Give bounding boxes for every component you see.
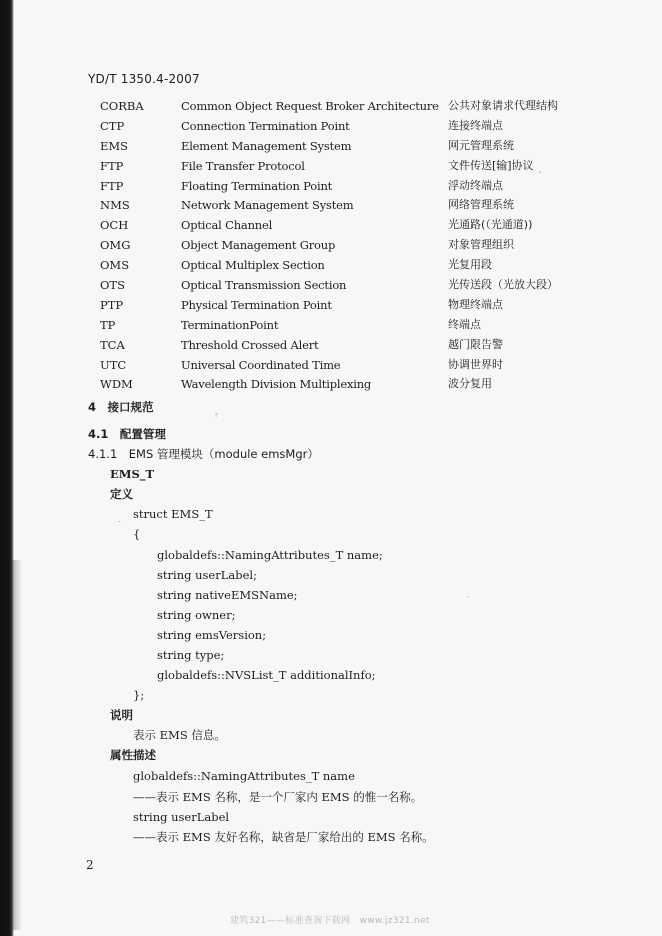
abbr-english: Common Object Request Broker Architecture — [181, 99, 439, 113]
abbr-chinese: 文件传送[输]协议 — [448, 158, 534, 172]
abbr-code: OMS — [100, 258, 130, 273]
abbreviation-row — [100, 256, 580, 276]
description-label: 说明 — [110, 708, 133, 722]
code-struct-decl: struct EMS_T — [133, 507, 213, 521]
abbr-code: TCA — [100, 337, 125, 352]
code-field: globaldefs::NVSList_T additionalInfo; — [157, 668, 376, 682]
scan-shadow — [12, 560, 22, 930]
page-number: 2 — [86, 858, 94, 872]
abbr-english: Element Management System — [181, 138, 352, 153]
abbr-code: FTP — [100, 178, 124, 193]
definition-label: 定义 — [110, 487, 133, 501]
abbr-chinese: 对象管理组织 — [448, 238, 514, 252]
watermark: 建筑321——标准查询下载网 www.jz321.net — [230, 916, 430, 926]
abbreviation-row — [100, 276, 580, 296]
abbr-chinese: 光复用段 — [448, 258, 492, 272]
abbreviation-row — [100, 336, 580, 356]
abbr-code: OCH — [100, 218, 129, 233]
abbr-english: Optical Transmission Section — [181, 278, 347, 293]
abbr-code: OTS — [100, 278, 125, 293]
abbr-english: Object Management Group — [181, 238, 336, 253]
code-field: string owner; — [157, 608, 236, 622]
code-field: string userLabel; — [157, 568, 257, 582]
abbreviation-row — [100, 216, 580, 236]
abbreviation-row — [100, 137, 580, 157]
attributes-label: 属性描述 — [110, 748, 156, 762]
description-text: 表示 EMS 信息。 — [133, 728, 226, 742]
abbreviation-row — [100, 375, 580, 395]
code-close-brace: }; — [133, 688, 145, 702]
abbr-english: Wavelength Division Multiplexing — [181, 377, 372, 392]
abbreviation-row — [100, 236, 580, 256]
abbr-code: OMG — [100, 238, 131, 253]
code-open-brace: { — [133, 527, 141, 541]
abbreviation-row — [100, 117, 580, 137]
abbr-code: UTC — [100, 357, 127, 372]
abbr-chinese: 终端点 — [448, 317, 481, 331]
abbr-code: NMS — [100, 198, 130, 213]
abbreviation-row — [100, 196, 580, 216]
abbr-english: File Transfer Protocol — [181, 158, 305, 173]
attribute-description: ——表示 EMS 名称，是一个厂家内 EMS 的惟一名称。 — [133, 790, 423, 804]
abbreviation-row — [100, 356, 580, 376]
struct-name: EMS_T — [110, 467, 155, 481]
abbr-chinese: 光通路(（光通道)) — [448, 218, 533, 232]
abbr-english: Universal Coordinated Time — [181, 357, 341, 372]
abbr-english: Optical Multiplex Section — [181, 258, 325, 273]
scan-speck: ˋ — [538, 172, 543, 183]
code-field: string type; — [157, 648, 225, 662]
abbr-chinese: 物理终端点 — [448, 297, 503, 311]
abbr-english: Optical Channel — [181, 218, 273, 233]
attribute-description: ——表示 EMS 友好名称，缺省是厂家给出的 EMS 名称。 — [133, 830, 434, 844]
document-id: YD/T 1350.4-2007 — [88, 72, 200, 86]
abbr-code: CTP — [100, 118, 125, 133]
abbr-code: CORBA — [100, 99, 144, 113]
abbreviation-row — [100, 316, 580, 336]
abbr-english: TerminationPoint — [181, 317, 279, 332]
attribute-name: string userLabel — [133, 810, 230, 824]
abbr-chinese: 光传送段（光放大段） — [448, 278, 558, 292]
abbreviation-row — [100, 97, 580, 117]
abbreviation-row — [100, 157, 580, 177]
abbr-chinese: 公共对象请求代理结构 — [448, 99, 558, 112]
code-field: string nativeEMSName; — [157, 588, 298, 602]
abbr-code: WDM — [100, 377, 133, 392]
abbr-chinese: 网络管理系统 — [448, 198, 514, 212]
abbr-english: Connection Termination Point — [181, 118, 350, 133]
abbr-english: Physical Termination Point — [181, 297, 332, 312]
abbr-chinese: 连接终端点 — [448, 118, 503, 132]
abbr-code: FTP — [100, 158, 124, 173]
section-4-heading: 4 接口规范 — [88, 400, 154, 414]
abbr-english: Threshold Crossed Alert — [181, 337, 319, 352]
scan-speck: ˎ — [118, 512, 122, 523]
scan-speck: ˏ — [466, 587, 470, 598]
code-field: globaldefs::NamingAttributes_T name; — [157, 548, 383, 562]
attribute-name: globaldefs::NamingAttributes_T name — [133, 769, 355, 783]
abbr-english: Floating Termination Point — [181, 178, 333, 193]
abbr-chinese: 波分复用 — [448, 377, 492, 391]
section-4-1-heading: 4.1 配置管理 — [88, 427, 166, 441]
abbr-english: Network Management System — [181, 198, 354, 213]
abbreviation-row — [100, 177, 580, 197]
abbr-chinese: 越门限告警 — [448, 337, 503, 351]
section-4-1-1-heading: 4.1.1 EMS 管理模块（module emsMgr） — [88, 447, 319, 461]
abbr-code: TP — [100, 317, 116, 332]
abbr-code: EMS — [100, 138, 129, 153]
code-field: string emsVersion; — [157, 628, 267, 642]
abbreviation-row — [100, 296, 580, 316]
abbr-chinese: 网元管理系统 — [448, 138, 514, 152]
abbr-chinese: 浮动终端点 — [448, 178, 503, 192]
abbr-chinese: 协调世界时 — [448, 357, 503, 371]
abbr-code: PTP — [100, 297, 124, 312]
scan-speck: ʳ — [215, 412, 219, 423]
abbreviation-table — [100, 97, 580, 395]
